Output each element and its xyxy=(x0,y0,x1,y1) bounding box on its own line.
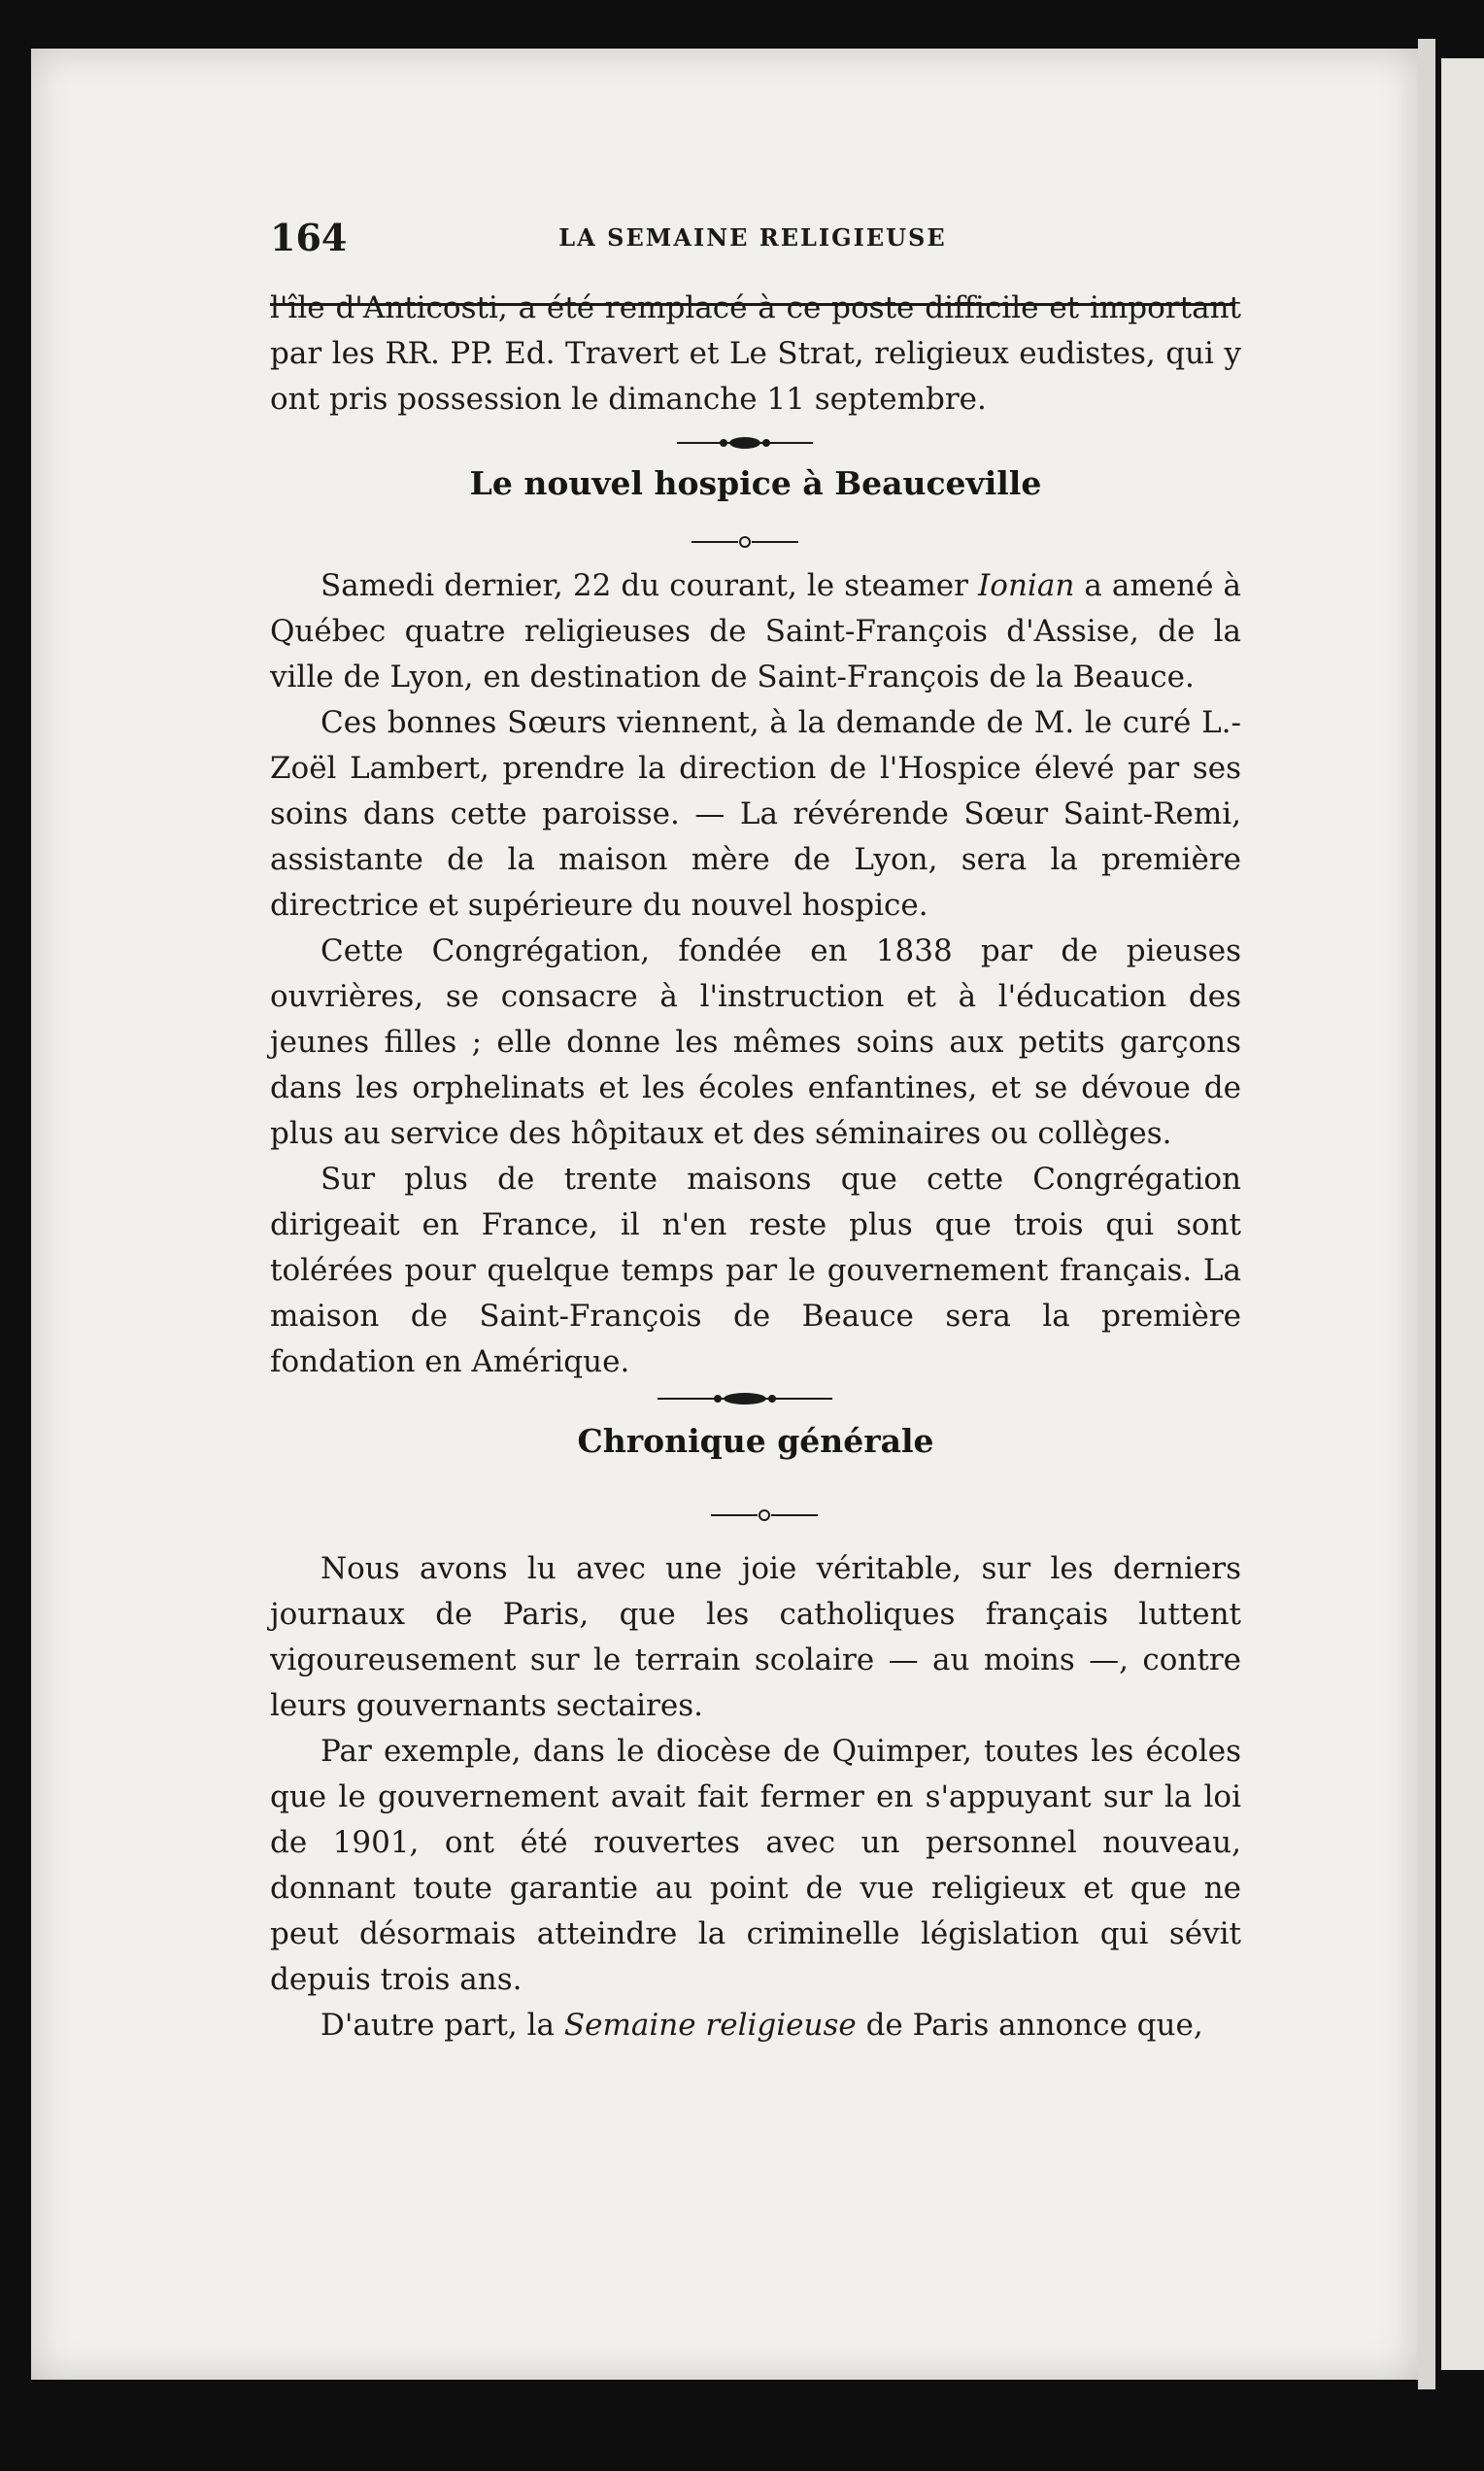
adjacent-page-edge xyxy=(1441,58,1484,2370)
small-divider xyxy=(691,532,798,552)
intro-paragraph xyxy=(270,286,1241,423)
running-title: LA SEMAINE RELIGIEUSE xyxy=(558,223,947,252)
page-edge xyxy=(1418,39,1435,2389)
section1-body xyxy=(270,563,1241,1385)
paragraph-text: de Paris annonce que, xyxy=(856,2008,1203,2043)
section2-body xyxy=(270,1546,1241,2048)
ornament-divider xyxy=(648,433,842,453)
ship-name: Ionian xyxy=(978,568,1075,603)
paragraph-text: D'autre part, la xyxy=(320,2008,564,2043)
page-number: 164 xyxy=(270,216,348,259)
paragraph: Sur plus de trente maisons que cette Congrégation dirigeait en France, il n'en reste plus que trois qui sont tolérées pour quelque temps par le gouvernement français. La maison de Saint-François de Beauce sera la première fondation en Amérique. xyxy=(270,1162,1241,1379)
paragraph: Par exemple, dans le diocèse de Quimper, toutes les écoles que le gouvernement avait fait fermer en s'appuyant sur la loi de 1901, ont été rouvertes avec un personnel nouveau, donnant toute garantie au point de vue religieux et que ne peut désormais atteindre la criminelle législation qui sévit depuis trois ans. xyxy=(270,1734,1241,1997)
paragraph xyxy=(270,563,1241,700)
paragraph xyxy=(270,2003,1241,2048)
paragraph-text: a amené à Québec quatre religieuses de Saint-François d'Assise, de la ville de Lyon, en destination de Saint-François de la Beauce. xyxy=(270,568,1241,694)
paragraph: Ces bonnes Sœurs viennent, à la demande de M. le curé L.-Zoël Lambert, prendre la direction de l'Hospice élevé par ses soins dans cette paroisse. — La révérende Sœur Saint-Remi, assistante de la maison mère de Lyon, sera la première directrice et supérieure du nouvel hospice. xyxy=(270,705,1241,923)
section-title-hospice: Le nouvel hospice à Beauceville xyxy=(469,464,1042,502)
running-header xyxy=(270,216,1235,264)
paragraph: Cette Congrégation, fondée en 1838 par de pieuses ouvrières, se consacre à l'instruction et à l'éducation des jeunes filles ; elle donne les mêmes soins aux petits garçons dans les orphelinats et les écoles enfantines, et se dévoue de plus au service des hôpitaux et des séminaires ou collèges. xyxy=(270,933,1241,1151)
publication-title: Semaine religieuse xyxy=(563,2008,857,2043)
intro-text: l'île d'Anticosti, a été remplacé à ce poste difficile et important par les RR. PP. Ed. Travert et Le Strat, religieux eudistes, qui y ont pris possession le dimanche 11 septembre. xyxy=(270,290,1241,417)
small-divider xyxy=(711,1506,818,1525)
paragraph: Nous avons lu avec une joie véritable, sur les derniers journaux de Paris, que les catholiques français luttent vigoureusement sur le terrain scolaire — au moins —, contre leurs gouvernants sectaires. xyxy=(270,1551,1241,1723)
ornament-divider xyxy=(648,1389,842,1408)
section-title-chronique: Chronique générale xyxy=(577,1422,934,1460)
paragraph-text: Samedi dernier, 22 du courant, le steamer xyxy=(320,568,979,603)
